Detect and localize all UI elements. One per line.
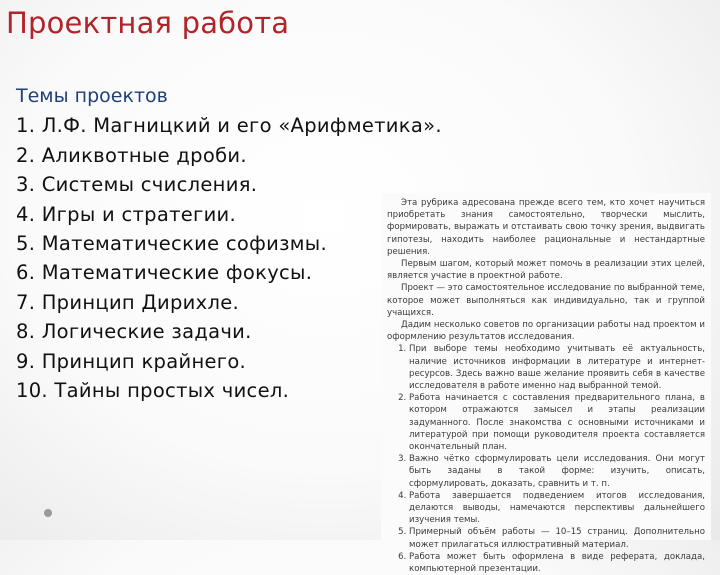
advice-item: 5. Примерный объём работы — 10–15 страниц. Дополнительно может прилагаться иллюстративный материал. [409, 526, 705, 550]
excerpt-paragraph: Проект — это самостоятельное исследование по выбранной теме, которое может выполняться как индивидуально, так и группой учащихся. [387, 283, 705, 318]
textbook-excerpt [381, 193, 711, 575]
topics-section [16, 82, 442, 405]
list-item: 5. Математические софизмы. [16, 232, 327, 256]
advice-item: 1. При выборе темы необходимо учитывать её актуальность, наличие источников информации в литературе и интернет-ресурсов. Здесь важно ваше желание проявить себя в качестве исследователя в работе именно над выбранной темой. [409, 343, 705, 392]
excerpt-paragraph: Эта рубрика адресована прежде всего тем, кто хочет научиться приобретать знания самостоятельно, творчески мыслить, формировать, выражать и отстаивать свою точку зрения, выдвигать гипотезы, находить наиболее рациональные и нестандартные решения. [387, 198, 705, 257]
list-item: 6. Математические фокусы. [16, 261, 313, 285]
advice-item: 3. Важно чётко сформулировать цели исследования. Они могут быть заданы в такой форме: изучить, описать, сформулировать, доказать, сравнить и т. п. [409, 453, 705, 490]
excerpt-paragraph: Дадим несколько советов по организации работы над проектом и оформлению результатов исследования. [387, 320, 705, 343]
advice-list [387, 343, 705, 575]
advice-item: 4. Работа завершается подведением итогов исследования, делаются выводы, намечаются перспективы дальнейшего изучения темы. [409, 490, 705, 527]
topics-list [16, 111, 442, 405]
page-title: Проектная работа [6, 6, 290, 40]
list-item: 3. Системы счисления. [16, 173, 258, 197]
list-item: 1. Л.Ф. Магницкий и его «Арифметика». [16, 114, 442, 138]
list-item: 2. Аликвотные дроби. [16, 143, 247, 167]
list-item: 9. Принцип крайнего. [16, 349, 247, 373]
bullet-dot-icon [44, 509, 52, 517]
list-item: 10. Тайны простых чисел. [16, 379, 290, 403]
advice-item: 6. Работа может быть оформлена в виде реферата, доклада, компьютерной презентации. [409, 551, 705, 575]
list-item: 8. Логические задачи. [16, 320, 252, 344]
list-item: 4. Игры и стратегии. [16, 202, 237, 226]
list-item: 7. Принцип Дирихле. [16, 290, 240, 314]
excerpt-paragraph: Первым шагом, который может помочь в реализации этих целей, является участие в проектной работе. [387, 259, 705, 282]
advice-item: 2. Работа начинается с составления предварительного плана, в котором отражаются замысел и этапы реализации задуманного. После знакомства с основными источниками и литературой при помощи руководителя проекта составляется окончательный план. [409, 392, 705, 453]
topics-heading: Темы проектов [16, 85, 168, 107]
